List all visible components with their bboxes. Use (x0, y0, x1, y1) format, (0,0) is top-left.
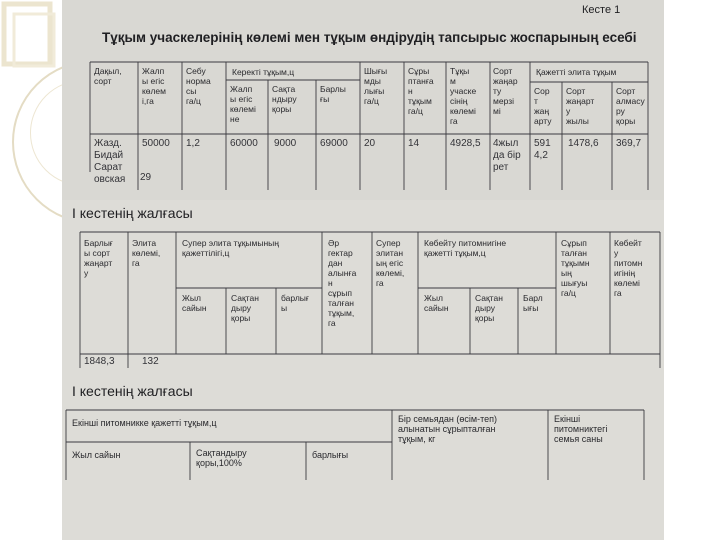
t1-row-elite-a: 591 4,2 (534, 138, 551, 161)
t2-header-total-renew: Барлығ ы сорт жаңарт у (84, 238, 113, 278)
t1-header-area: Жалп ы егіс көлем і,га (142, 66, 166, 106)
t1-row-area-extra: 29 (140, 172, 152, 183)
t2-header-super-elite-area: Супер элитан ың егіс көлемі, га (376, 238, 405, 288)
t1-row-sorted: 14 (408, 138, 420, 149)
t1-header-needed-total-area: Жалп ы егіс көлемі не (230, 84, 256, 124)
t2-header-nursery-insurance: Сақтан дыру қоры (475, 293, 503, 323)
t2-header-total: барлығ ы (281, 293, 310, 313)
t1-row-plot-area: 4928,5 (450, 138, 481, 149)
t2-header-nursery-area: Көбейт у питомн игінің көлемі га (614, 238, 643, 298)
t3-header-total: барлығы (312, 450, 349, 460)
t3-header-second-nursery-seed: Екінші питомникке қажетті тұқым,ц (72, 418, 217, 428)
t2-header-elite-area: Элита көлемі, га (132, 238, 161, 268)
table3-title: І кестенің жалғасы (72, 383, 193, 399)
t1-row-yield: 20 (364, 138, 376, 149)
t1-row-area: 50000 (142, 138, 170, 149)
t1-header-norm: Себу норма сы га/ц (186, 66, 211, 106)
t1-header-sorted-seed: Сұры птанға н тұқым га/ц (408, 66, 434, 116)
t2-header-super-elite-need: Супер элита тұқымының қажеттілігі,ц (182, 238, 279, 258)
t1-header-elite-seed: Қажетті элита тұқым (536, 67, 617, 77)
t3-header-seed-per-family: Бір семьядан (өсім-теп) алынатын сұрыпталған тұқым, кг (398, 414, 497, 444)
t1-header-elite-renew-year: Сорт жаңарт у жылы (566, 86, 595, 126)
t1-row-insurance: 9000 (274, 138, 297, 149)
t1-row-crop: Жазд. Бидай Сарат овская (94, 138, 126, 185)
t1-header-needed-seed: Керекті тұқым,ц (232, 67, 295, 77)
t3-header-family-count: Екінші питомниктегі семья саны (554, 414, 608, 444)
t2-row-total-renew: 1848,3 (84, 356, 115, 367)
t1-header-elite-exchange: Сорт алмасу ру қоры (616, 86, 645, 126)
t2-header-nursery-yearly: Жыл сайын (424, 293, 449, 313)
t1-row-total: 69000 (320, 138, 348, 149)
t1-header-plot-area: Тұқы м учаске сінің көлемі га (450, 66, 477, 126)
t2-header-yearly: Жыл сайын (182, 293, 207, 313)
t1-header-yield: Шығы мды лығы га/ц (364, 66, 388, 106)
t2-header-insurance: Сақтан дыру қоры (231, 293, 259, 323)
t1-row-norm: 1,2 (186, 138, 200, 149)
t2-row-elite-area: 132 (142, 356, 159, 367)
t3-header-yearly: Жыл сайын (72, 450, 121, 460)
table2-title: І кестенің жалғасы (72, 205, 193, 221)
page-label: Кесте 1 (582, 4, 621, 16)
t2-header-per-hectare: Әр гектар дан алынға н сұрып талған тұқым, га (328, 238, 357, 328)
t1-header-elite-renew: Сор т жаң арту (534, 86, 552, 126)
t1-header-needed-insurance: Сақта ндыру қоры (272, 84, 297, 114)
t1-row-need-total: 60000 (230, 138, 258, 149)
t3-header-insurance: Сақтандыру қоры,100% (196, 448, 247, 468)
t1-row-renew-term: 4жыл да бір рет (493, 138, 521, 173)
t2-header-nursery-total: Барл ығы (523, 293, 543, 313)
t1-row-elite-b: 1478,6 (568, 138, 599, 149)
table1-title: Тұқым учаскелерінің көлемі мен тұқым өндірудің тапсырыс жоспарының есебі (102, 30, 637, 45)
t1-header-renew-term: Сорт жаңар ту мерзі мі (493, 66, 518, 116)
t2-header-sorted-yield: Сұрып талған тұқымн ың шығуы га/ц (561, 238, 590, 298)
t1-header-needed-total: Барлы ғы (320, 84, 346, 104)
t2-header-nursery-seed: Көбейту питомнигіне қажетті тұқым,ц (424, 238, 507, 258)
t1-header-crop: Дақыл, сорт (94, 66, 122, 86)
t1-row-elite-c: 369,7 (616, 138, 642, 149)
